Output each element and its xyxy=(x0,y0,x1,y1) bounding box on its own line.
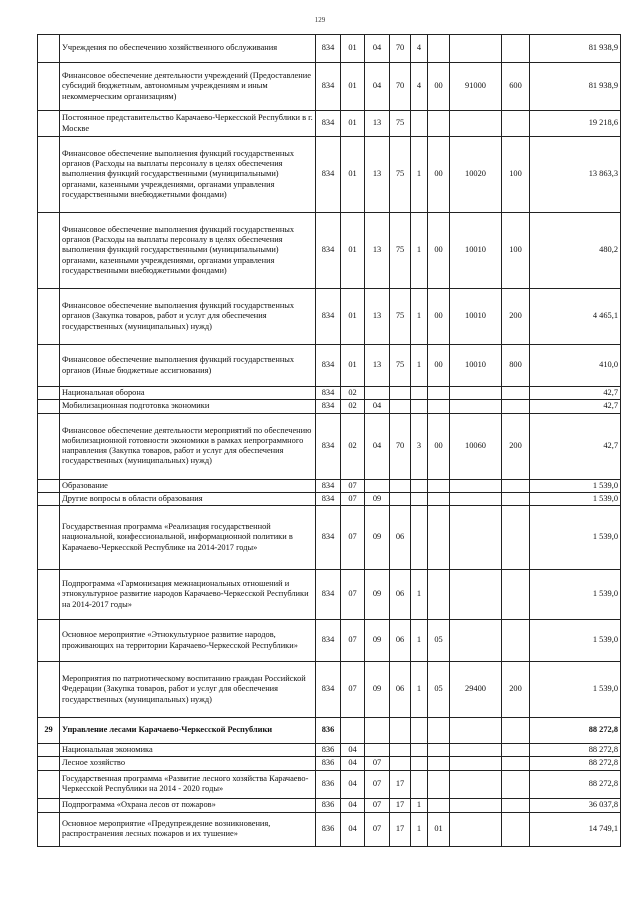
row-subsection-code: 04 xyxy=(365,63,390,111)
row-section-code: 01 xyxy=(341,111,365,137)
row-expense-type-code xyxy=(502,570,530,620)
row-number xyxy=(38,213,60,289)
row-number xyxy=(38,111,60,137)
row-subsection-code: 07 xyxy=(365,757,390,770)
row-section-code: 04 xyxy=(341,757,365,770)
row-subprogram-code: 1 xyxy=(411,137,428,213)
row-subprogram-code xyxy=(411,770,428,798)
row-event-code xyxy=(428,718,450,744)
row-name: Финансовое обеспечение выполнения функций государственных органов (Закупка товаров, работ и услуг для обеспечения государственных (муниципальных) нужд) xyxy=(60,289,316,345)
row-direction-code: 10010 xyxy=(450,345,502,387)
row-number xyxy=(38,662,60,718)
row-subprogram-code: 1 xyxy=(411,620,428,662)
table-row xyxy=(38,213,621,289)
table-row xyxy=(38,744,621,757)
row-subprogram-code: 1 xyxy=(411,812,428,846)
row-section-code: 01 xyxy=(341,63,365,111)
row-subsection-code: 13 xyxy=(365,289,390,345)
table-row xyxy=(38,35,621,63)
row-event-code: 00 xyxy=(428,289,450,345)
row-subsection-code: 13 xyxy=(365,111,390,137)
row-event-code: 00 xyxy=(428,63,450,111)
row-subsection-code: 13 xyxy=(365,137,390,213)
row-section-code: 01 xyxy=(341,213,365,289)
row-amount: 14 749,1 xyxy=(530,812,621,846)
table-row xyxy=(38,757,621,770)
row-section-code: 02 xyxy=(341,413,365,479)
row-amount: 1 539,0 xyxy=(530,492,621,505)
row-event-code xyxy=(428,570,450,620)
row-number xyxy=(38,570,60,620)
row-expense-type-code xyxy=(502,506,530,570)
row-subsection-code xyxy=(365,744,390,757)
row-amount: 13 863,3 xyxy=(530,137,621,213)
row-subprogram-code: 1 xyxy=(411,213,428,289)
row-direction-code xyxy=(450,506,502,570)
row-expense-type-code: 600 xyxy=(502,63,530,111)
row-program-code xyxy=(390,718,411,744)
row-event-code: 05 xyxy=(428,662,450,718)
row-name: Финансовое обеспечение деятельности мероприятий по обеспечению мобилизационной готовности экономики в рамках непрограммного направления (Закупка товаров, работ и услуг для обеспечения государственных (муниципальных) нужд) xyxy=(60,413,316,479)
row-number xyxy=(38,770,60,798)
row-name: Мобилизационная подготовка экономики xyxy=(60,400,316,413)
row-subprogram-code: 1 xyxy=(411,570,428,620)
row-name: Постоянное представительство Карачаево-Черкесской Республики в г. Москве xyxy=(60,111,316,137)
row-ministry-code: 834 xyxy=(316,213,341,289)
table-row xyxy=(38,662,621,718)
row-direction-code: 10010 xyxy=(450,289,502,345)
row-program-code: 17 xyxy=(390,770,411,798)
row-program-code: 70 xyxy=(390,35,411,63)
row-direction-code: 10010 xyxy=(450,213,502,289)
row-expense-type-code: 800 xyxy=(502,345,530,387)
table-row xyxy=(38,387,621,400)
row-ministry-code: 836 xyxy=(316,757,341,770)
row-direction-code: 10020 xyxy=(450,137,502,213)
row-subsection-code: 04 xyxy=(365,400,390,413)
row-name: Национальная экономика xyxy=(60,744,316,757)
row-subsection-code: 04 xyxy=(365,413,390,479)
row-number xyxy=(38,413,60,479)
row-subprogram-code xyxy=(411,492,428,505)
row-section-code: 02 xyxy=(341,387,365,400)
row-amount: 1 539,0 xyxy=(530,620,621,662)
row-program-code: 70 xyxy=(390,63,411,111)
row-program-code xyxy=(390,400,411,413)
row-name: Основное мероприятие «Этнокультурное развитие народов, проживающих на территории Карачаево-Черкесской Республики» xyxy=(60,620,316,662)
row-name: Подпрограмма «Гармонизация межнациональных отношений и этнокультурное развитие народов Карачаево-Черкесской Республики на 2014-2017 годы» xyxy=(60,570,316,620)
row-number xyxy=(38,479,60,492)
row-expense-type-code xyxy=(502,812,530,846)
row-expense-type-code xyxy=(502,718,530,744)
row-section-code: 07 xyxy=(341,570,365,620)
row-name: Государственная программа «Развитие лесного хозяйства Карачаево-Черкесской Республики на 2014 - 2020 годы» xyxy=(60,770,316,798)
row-direction-code xyxy=(450,757,502,770)
row-ministry-code: 834 xyxy=(316,662,341,718)
row-amount: 4 465,1 xyxy=(530,289,621,345)
row-amount: 1 539,0 xyxy=(530,570,621,620)
row-event-code xyxy=(428,798,450,812)
row-number xyxy=(38,798,60,812)
row-ministry-code: 834 xyxy=(316,570,341,620)
row-direction-code xyxy=(450,479,502,492)
row-ministry-code: 834 xyxy=(316,111,341,137)
row-ministry-code: 836 xyxy=(316,718,341,744)
table-row xyxy=(38,570,621,620)
row-expense-type-code xyxy=(502,400,530,413)
row-name: Финансовое обеспечение выполнения функций государственных органов (Иные бюджетные ассигнования) xyxy=(60,345,316,387)
row-program-code xyxy=(390,387,411,400)
row-event-code xyxy=(428,744,450,757)
row-expense-type-code xyxy=(502,770,530,798)
row-ministry-code: 834 xyxy=(316,289,341,345)
row-name: Учреждения по обеспечению хозяйственного обслуживания xyxy=(60,35,316,63)
row-event-code xyxy=(428,757,450,770)
row-name: Финансовое обеспечение выполнения функций государственных органов (Расходы на выплаты персоналу в целях обеспечения выполнения функций государственными (муниципальными) органами, казенными учреждениями, органами управления государственными внебюджетными фондами) xyxy=(60,213,316,289)
row-subsection-code: 07 xyxy=(365,812,390,846)
page-number: 129 xyxy=(314,16,326,24)
row-direction-code xyxy=(450,492,502,505)
row-amount: 410,0 xyxy=(530,345,621,387)
row-direction-code: 91000 xyxy=(450,63,502,111)
row-expense-type-code xyxy=(502,492,530,505)
row-amount: 81 938,9 xyxy=(530,35,621,63)
row-amount: 1 539,0 xyxy=(530,662,621,718)
row-number xyxy=(38,289,60,345)
row-program-code xyxy=(390,492,411,505)
row-subprogram-code: 3 xyxy=(411,413,428,479)
row-number xyxy=(38,620,60,662)
row-event-code: 00 xyxy=(428,137,450,213)
row-section-code: 02 xyxy=(341,400,365,413)
row-ministry-code: 836 xyxy=(316,812,341,846)
row-event-code xyxy=(428,387,450,400)
row-ministry-code: 834 xyxy=(316,400,341,413)
row-amount: 88 272,8 xyxy=(530,718,621,744)
row-section-code: 07 xyxy=(341,662,365,718)
row-event-code xyxy=(428,400,450,413)
row-section-code xyxy=(341,718,365,744)
row-ministry-code: 836 xyxy=(316,770,341,798)
row-expense-type-code xyxy=(502,479,530,492)
table-row xyxy=(38,620,621,662)
row-program-code: 06 xyxy=(390,620,411,662)
row-program-code: 75 xyxy=(390,213,411,289)
row-amount: 88 272,8 xyxy=(530,744,621,757)
row-name: Финансовое обеспечение деятельности учреждений (Предоставление субсидий бюджетным, автономным учреждениям и иным некоммерческим организациям) xyxy=(60,63,316,111)
row-subprogram-code: 4 xyxy=(411,63,428,111)
row-name: Образование xyxy=(60,479,316,492)
row-expense-type-code xyxy=(502,798,530,812)
row-event-code xyxy=(428,111,450,137)
row-subprogram-code xyxy=(411,400,428,413)
row-direction-code xyxy=(450,400,502,413)
row-section-code: 04 xyxy=(341,744,365,757)
row-subsection-code: 13 xyxy=(365,345,390,387)
row-section-code: 07 xyxy=(341,620,365,662)
row-name: Управление лесами Карачаево-Черкесской Республики xyxy=(60,718,316,744)
row-number xyxy=(38,757,60,770)
row-program-code: 06 xyxy=(390,506,411,570)
row-program-code: 06 xyxy=(390,662,411,718)
row-subsection-code: 07 xyxy=(365,798,390,812)
row-ministry-code: 834 xyxy=(316,35,341,63)
row-program-code: 75 xyxy=(390,111,411,137)
row-event-code xyxy=(428,492,450,505)
row-direction-code xyxy=(450,387,502,400)
row-ministry-code: 834 xyxy=(316,137,341,213)
row-ministry-code: 834 xyxy=(316,506,341,570)
row-subprogram-code: 1 xyxy=(411,798,428,812)
row-section-code: 01 xyxy=(341,345,365,387)
row-amount: 42,7 xyxy=(530,400,621,413)
row-program-code xyxy=(390,744,411,757)
row-subsection-code xyxy=(365,718,390,744)
row-subsection-code xyxy=(365,479,390,492)
row-program-code: 75 xyxy=(390,137,411,213)
table-row xyxy=(38,63,621,111)
row-subprogram-code xyxy=(411,479,428,492)
row-expense-type-code: 200 xyxy=(502,662,530,718)
row-subsection-code: 09 xyxy=(365,506,390,570)
row-number xyxy=(38,35,60,63)
row-section-code: 01 xyxy=(341,137,365,213)
row-number xyxy=(38,812,60,846)
table-row xyxy=(38,289,621,345)
row-section-code: 07 xyxy=(341,479,365,492)
row-ministry-code: 834 xyxy=(316,492,341,505)
row-number xyxy=(38,137,60,213)
table-row xyxy=(38,479,621,492)
row-section-code: 07 xyxy=(341,506,365,570)
row-expense-type-code: 200 xyxy=(502,289,530,345)
row-number xyxy=(38,744,60,757)
row-amount: 88 272,8 xyxy=(530,757,621,770)
row-expense-type-code xyxy=(502,744,530,757)
row-subprogram-code xyxy=(411,111,428,137)
row-expense-type-code: 100 xyxy=(502,137,530,213)
row-direction-code: 10060 xyxy=(450,413,502,479)
row-subprogram-code: 4 xyxy=(411,35,428,63)
row-subprogram-code xyxy=(411,718,428,744)
row-amount: 81 938,9 xyxy=(530,63,621,111)
row-ministry-code: 834 xyxy=(316,620,341,662)
row-subsection-code: 04 xyxy=(365,35,390,63)
row-number xyxy=(38,387,60,400)
row-amount: 36 037,8 xyxy=(530,798,621,812)
row-number xyxy=(38,492,60,505)
row-subsection-code: 09 xyxy=(365,620,390,662)
row-section-code: 04 xyxy=(341,798,365,812)
row-subprogram-code xyxy=(411,744,428,757)
budget-table xyxy=(37,34,621,847)
row-ministry-code: 834 xyxy=(316,387,341,400)
row-subprogram-code: 1 xyxy=(411,662,428,718)
row-direction-code xyxy=(450,770,502,798)
row-program-code: 75 xyxy=(390,345,411,387)
row-subsection-code: 09 xyxy=(365,570,390,620)
row-subsection-code xyxy=(365,387,390,400)
row-event-code xyxy=(428,506,450,570)
row-subprogram-code: 1 xyxy=(411,345,428,387)
row-expense-type-code xyxy=(502,757,530,770)
row-amount: 480,2 xyxy=(530,213,621,289)
row-event-code: 00 xyxy=(428,345,450,387)
row-amount: 1 539,0 xyxy=(530,506,621,570)
row-number xyxy=(38,63,60,111)
row-name: Мероприятия по патриотическому воспитанию граждан Российской Федерации (Закупка товаров, работ и услуг для обеспечения государственных (муниципальных) нужд) xyxy=(60,662,316,718)
row-event-code xyxy=(428,479,450,492)
row-expense-type-code: 100 xyxy=(502,213,530,289)
row-name: Национальная оборона xyxy=(60,387,316,400)
row-subsection-code: 13 xyxy=(365,213,390,289)
row-program-code: 70 xyxy=(390,413,411,479)
row-subprogram-code: 1 xyxy=(411,289,428,345)
row-ministry-code: 834 xyxy=(316,479,341,492)
row-amount: 1 539,0 xyxy=(530,479,621,492)
row-ministry-code: 834 xyxy=(316,63,341,111)
row-program-code: 17 xyxy=(390,798,411,812)
row-ministry-code: 834 xyxy=(316,345,341,387)
row-subsection-code: 07 xyxy=(365,770,390,798)
row-name: Основное мероприятие «Предупреждение возникновения, распространения лесных пожаров и их тушение» xyxy=(60,812,316,846)
table-row xyxy=(38,798,621,812)
row-direction-code xyxy=(450,35,502,63)
row-number: 29 xyxy=(38,718,60,744)
row-program-code: 06 xyxy=(390,570,411,620)
row-expense-type-code xyxy=(502,111,530,137)
row-section-code: 07 xyxy=(341,492,365,505)
row-direction-code xyxy=(450,620,502,662)
row-direction-code xyxy=(450,744,502,757)
row-amount: 88 272,8 xyxy=(530,770,621,798)
table-row xyxy=(38,137,621,213)
row-number xyxy=(38,506,60,570)
row-amount: 42,7 xyxy=(530,387,621,400)
table-row xyxy=(38,812,621,846)
table-row xyxy=(38,413,621,479)
row-number xyxy=(38,400,60,413)
row-event-code: 01 xyxy=(428,812,450,846)
row-amount: 42,7 xyxy=(530,413,621,479)
row-ministry-code: 834 xyxy=(316,413,341,479)
table-row xyxy=(38,400,621,413)
row-direction-code xyxy=(450,570,502,620)
row-subsection-code: 09 xyxy=(365,492,390,505)
row-expense-type-code xyxy=(502,387,530,400)
row-section-code: 01 xyxy=(341,35,365,63)
row-event-code xyxy=(428,770,450,798)
row-expense-type-code xyxy=(502,620,530,662)
row-expense-type-code xyxy=(502,35,530,63)
row-number xyxy=(38,345,60,387)
row-name: Финансовое обеспечение выполнения функций государственных органов (Расходы на выплаты персоналу в целях обеспечения выполнения функций государственными (муниципальными) органами, казенными учреждениями, органами управления государственными внебюджетными фондами) xyxy=(60,137,316,213)
row-direction-code xyxy=(450,798,502,812)
table-row xyxy=(38,718,621,744)
table-row xyxy=(38,770,621,798)
row-subprogram-code xyxy=(411,506,428,570)
row-program-code xyxy=(390,479,411,492)
row-program-code: 75 xyxy=(390,289,411,345)
table-row xyxy=(38,492,621,505)
row-name: Лесное хозяйство xyxy=(60,757,316,770)
row-direction-code xyxy=(450,111,502,137)
row-event-code: 00 xyxy=(428,413,450,479)
row-subprogram-code xyxy=(411,757,428,770)
row-subsection-code: 09 xyxy=(365,662,390,718)
row-program-code: 17 xyxy=(390,812,411,846)
table-row xyxy=(38,506,621,570)
row-ministry-code: 836 xyxy=(316,798,341,812)
row-event-code xyxy=(428,35,450,63)
row-section-code: 04 xyxy=(341,812,365,846)
row-subprogram-code xyxy=(411,387,428,400)
row-event-code: 00 xyxy=(428,213,450,289)
row-ministry-code: 836 xyxy=(316,744,341,757)
row-name: Государственная программа «Реализация государственной национальной, конфессиональной, информационной политики в Карачаево-Черкесской Республике на 2014-2017 годы» xyxy=(60,506,316,570)
row-section-code: 01 xyxy=(341,289,365,345)
row-expense-type-code: 200 xyxy=(502,413,530,479)
table-row xyxy=(38,111,621,137)
row-direction-code xyxy=(450,812,502,846)
row-name: Другие вопросы в области образования xyxy=(60,492,316,505)
table-row xyxy=(38,345,621,387)
row-event-code: 05 xyxy=(428,620,450,662)
row-amount: 19 218,6 xyxy=(530,111,621,137)
row-direction-code xyxy=(450,718,502,744)
row-name: Подпрограмма «Охрана лесов от пожаров» xyxy=(60,798,316,812)
row-section-code: 04 xyxy=(341,770,365,798)
row-program-code xyxy=(390,757,411,770)
row-direction-code: 29400 xyxy=(450,662,502,718)
